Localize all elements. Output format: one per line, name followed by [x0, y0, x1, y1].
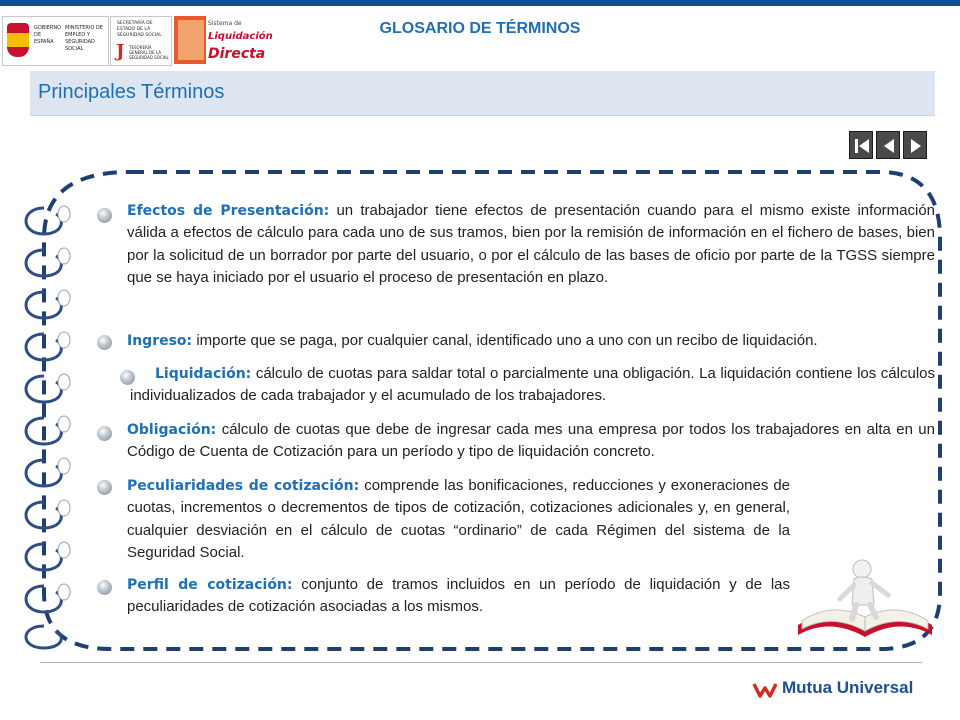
- notebook-spirals: [14, 200, 74, 650]
- mutua-logo-icon: [752, 680, 778, 700]
- bullet-icon: [97, 208, 112, 223]
- next-icon: [904, 132, 928, 160]
- ld-logo-small-text: Sistema de: [208, 20, 242, 27]
- bullet-icon: [97, 335, 112, 350]
- glossary-item-text: [127, 475, 790, 564]
- bullet-icon: [120, 370, 135, 385]
- bullet-icon: [97, 580, 112, 595]
- page-title: GLOSARIO DE TÉRMINOS: [379, 20, 581, 37]
- mutua-universal-logo: [752, 676, 932, 702]
- glossary-description: cálculo de cuotas que debe de ingresar cada mes una empresa por todos los trabajadores en alta en un Código de Cuenta de Cotización para un período y tipo de liquidación concreto.: [127, 421, 935, 461]
- glossary-item: [90, 419, 935, 464]
- glossary-description: conjunto de tramos incluidos en un período de liquidación y de las peculiaridades de cotización asociadas a los mismos.: [127, 576, 791, 616]
- section-title: Principales Términos: [38, 81, 225, 103]
- ministry-logo-text: MINISTERIO DE EMPLEO Y SEGURIDAD SOCIAL: [65, 25, 103, 52]
- glossary-item-text: [127, 200, 935, 289]
- glossary-item: [90, 475, 790, 564]
- glossary-term: Perfil de cotización:: [127, 577, 293, 593]
- first-slide-button[interactable]: [849, 131, 873, 159]
- mutua-brand-text: Mutua Universal: [782, 678, 914, 697]
- previous-slide-button[interactable]: [876, 131, 900, 159]
- tgss-logo-text-2: TESORERÍA GENERAL DE LA SEGURIDAD SOCIAL: [129, 45, 169, 60]
- glossary-item: [90, 200, 935, 289]
- government-logo-text: GOBIERNO DE ESPAÑA: [34, 25, 62, 45]
- glossary-term: Efectos de Presentación:: [127, 203, 330, 219]
- glossary-description: comprende las bonificaciones, reducciones y exoneraciones de cuotas, incrementos o decrementos de tipos de cotización, cotizaciones adicionales y, en general, cualquier desviación en el cálculo de cuotas “ordinario” de cada Régimen del sistema de la Seguridad Social.: [127, 477, 791, 561]
- bullet-icon: [97, 426, 112, 441]
- glossary-item: [90, 330, 935, 352]
- glossary-term: Peculiaridades de cotización:: [127, 478, 360, 494]
- bullet-icon: [97, 480, 112, 495]
- first-icon: [850, 132, 874, 160]
- previous-icon: [877, 132, 901, 160]
- tgss-j-icon: J: [116, 41, 125, 62]
- glossary-item-text: [127, 419, 935, 464]
- glossary-item: [90, 574, 790, 619]
- navigation-buttons: [849, 131, 927, 159]
- footer-divider: [40, 662, 922, 663]
- tgss-logo-text-1: SECRETARÍA DE ESTADO DE LA SEGURIDAD SOCIAL: [117, 21, 162, 38]
- reading-figure-illustration: [790, 555, 940, 650]
- section-header: [30, 71, 935, 116]
- glossary-term: Liquidación:: [155, 366, 252, 382]
- glossary-term: Obligación:: [127, 422, 217, 438]
- glossary-description: un trabajador tiene efectos de presentación cuando para el mismo existe información válida a efectos de cálculo para cada uno de sus tramos, bien por la remisión de información en el fichero de bases, bien por la solicitud de un borrador por parte del usuario, o por el cálculo de las bases de oficio por parte de la TGSS siempre que se haya iniciado por el usuario el proceso de presentación en plazo.: [127, 202, 936, 286]
- glossary-description: cálculo de cuotas para saldar total o parcialmente una obligación. La liquidación contiene los cálculos individualizados de cada trabajador y el acumulado de los trabajadores.: [130, 365, 935, 405]
- glossary-description: importe que se paga, por cualquier canal, identificado uno a uno con un recibo de liquidación.: [196, 332, 818, 349]
- ld-logo-line2: Directa: [208, 46, 266, 62]
- glossary-item-text: [127, 574, 790, 619]
- next-slide-button[interactable]: [903, 131, 927, 159]
- glossary-term: Ingreso:: [127, 333, 193, 349]
- glossary-item-text: [130, 363, 935, 408]
- glossary-item: [90, 363, 935, 408]
- ld-logo-line1: Liquidación: [208, 31, 273, 42]
- glossary-item-text: [127, 330, 935, 352]
